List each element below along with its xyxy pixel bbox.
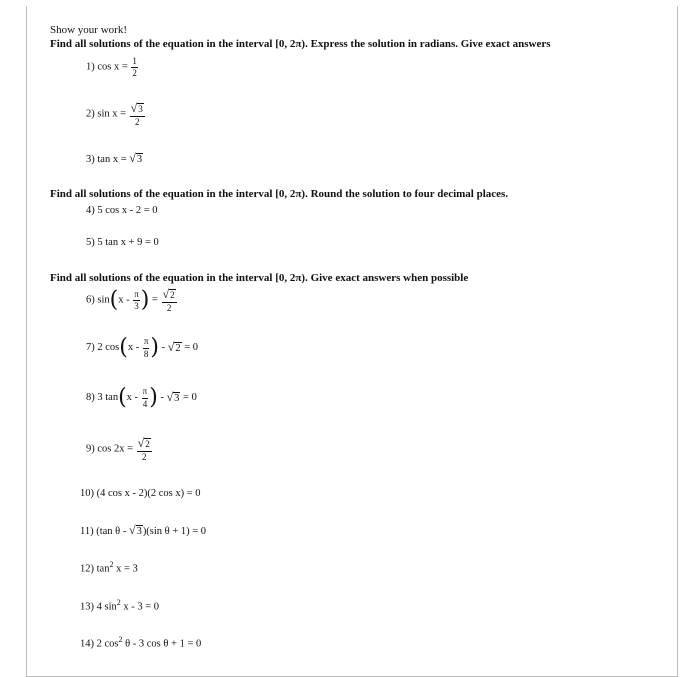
intro-text: Show your work! <box>50 24 127 36</box>
problem-6: 6) sin(x - $\frac{\pi}{3}$ ) = $\frac{√2}{2}$ <box>86 287 175 313</box>
problem-1: 1) cos x = $\frac{1}{2}$ <box>86 56 137 79</box>
problem-8: 8) 3 tan(x - $\frac{\pi}{4}$ ) - √3 = 0 <box>86 385 197 410</box>
section-heading-2: Find all solutions of the equation in the interval [0, 2π). Round the solution to four decimal places. <box>50 188 509 200</box>
problem-4: 4) 5 cos x - 2 = 0 <box>86 205 158 216</box>
problem-13: 13) 4 $\sin^2 x - 3 = 0$ <box>80 598 160 613</box>
section-heading-3: Find all solutions of the equation in the interval [0, 2π). Give exact answers when possible <box>50 272 469 284</box>
problem-9: 9) cos 2x = $\frac{√2}{2}$ <box>86 436 150 462</box>
problem-11: 11) (tan θ - √3)(sin θ + 1) = 0 <box>80 523 207 537</box>
problem-14: 14) 2 $\cos^2 \theta - 3$ cos θ + 1 = 0 <box>80 635 202 650</box>
problem-10: 10) (4 cos x - 2)(2 cos x) = 0 <box>80 488 201 499</box>
problem-3: 3) tan x = √3 <box>86 151 143 165</box>
problem-12: 12) $\tan^2 x = 3$ <box>80 560 138 575</box>
problem-2: 2) sin x = $\frac{√3}{2}$ <box>86 101 143 127</box>
section-heading-1: Find all solutions of the equation in the interval [0, 2π). Express the solution in radians. Give exact answers <box>50 38 551 50</box>
problem-7: 7) 2 cos(x - $\frac{\pi}{8}$ ) - √2 = 0 <box>86 335 198 360</box>
problem-5: 5) 5 tan x + 9 = 0 <box>86 237 159 248</box>
